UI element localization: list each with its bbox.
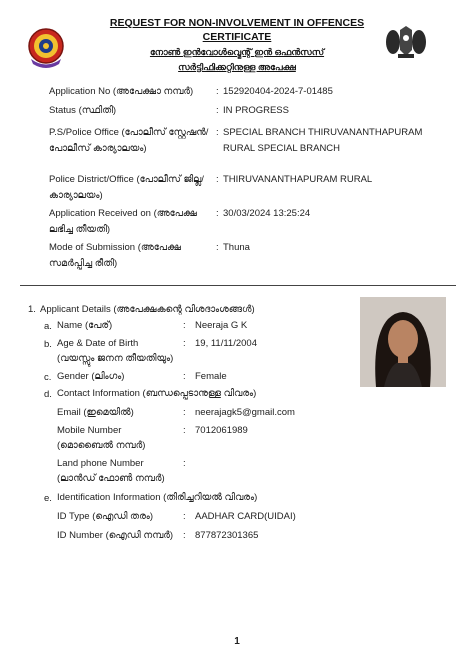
police-station-label-line2: പോലീസ് കാര്യാലയം) [49, 143, 147, 154]
applicant-details-heading: Applicant Details (അപേക്ഷകന്റെ വിശദാംശങ്ങൾ) [40, 304, 255, 315]
age-dob-value: 19, 11/11/2004 [195, 338, 257, 349]
landphone-label-line2: (ലാൻഡ് ഫോൺ നമ്പർ) [57, 473, 165, 484]
gender-value: Female [195, 371, 227, 382]
colon: : [216, 86, 219, 97]
colon: : [183, 425, 186, 436]
bullet-b: b. [44, 339, 52, 350]
landphone-label-line1: Land phone Number [57, 458, 144, 469]
email-value: neerajagk5@gmail.com [195, 407, 295, 418]
page-title-malayalam-line2: സർട്ടിഫിക്കറ്റിനുള്ള അപേക്ഷ [178, 62, 296, 72]
bullet-a: a. [44, 321, 52, 332]
applicant-photo [360, 297, 446, 387]
id-type-value: AADHAR CARD(UIDAI) [195, 511, 296, 522]
received-on-value: 30/03/2024 13:25:24 [223, 208, 311, 219]
police-station-value-line1: SPECIAL BRANCH THIRUVANANTHAPURAM [223, 127, 423, 138]
kerala-state-emblem-icon [384, 24, 428, 60]
colon: : [216, 127, 219, 138]
section-number: 1. [28, 304, 36, 315]
page-title-malayalam-line1: നോൺ ഇൻവോൾവ്മെന്റ് ഇൻ ഒഫൻസസ് [149, 47, 325, 57]
colon: : [216, 242, 219, 253]
colon: : [183, 458, 186, 469]
page-title-line1: REQUEST FOR NON-INVOLVEMENT IN OFFENCES [109, 17, 365, 29]
police-district-label-line1: Police District/Office (പോലീസ് ജില്ല/ [49, 174, 204, 185]
id-type-label: ID Type (ഐഡി തരം) [57, 511, 154, 522]
colon: : [216, 174, 219, 185]
id-number-value: 877872301365 [195, 530, 259, 541]
mobile-label-line1: Mobile Number [57, 425, 122, 436]
age-dob-label-line1: Age & Date of Birth [57, 338, 139, 349]
contact-info-heading: Contact Information (ബന്ധപ്പെടാനുള്ള വിവരം) [57, 388, 257, 399]
colon: : [183, 511, 186, 522]
colon: : [183, 407, 186, 418]
bullet-c: c. [44, 372, 52, 383]
received-on-label-line1: Application Received on (അപേക്ഷ [49, 208, 197, 219]
page-number: 1 [234, 636, 240, 647]
bullet-d: d. [44, 389, 52, 400]
application-no-label: Application No (അപേക്ഷാ നമ്പർ) [49, 86, 194, 97]
id-number-label: ID Number (ഐഡി നമ്പർ) [57, 530, 174, 541]
colon: : [183, 320, 186, 331]
bullet-e: e. [44, 493, 52, 504]
colon: : [216, 105, 219, 116]
police-district-value: THIRUVANANTHAPURAM RURAL [223, 174, 373, 185]
colon: : [183, 338, 186, 349]
section-divider [20, 285, 456, 286]
police-district-label-line2: കാര്യാലയം) [49, 190, 103, 201]
name-label: Name (പേര്) [57, 320, 113, 331]
application-no-value: 152920404-2024-7-01485 [223, 86, 333, 97]
email-label: Email (ഇമെയിൽ) [57, 407, 134, 418]
submission-mode-label-line2: സമർപ്പിച്ച രീതി) [49, 258, 118, 269]
age-dob-label-line2: (വയസ്സും ജനന തീയതിയും) [57, 353, 174, 364]
colon: : [216, 208, 219, 219]
name-value: Neeraja G K [195, 320, 248, 331]
status-label: Status (സ്ഥിതി) [49, 105, 117, 116]
submission-mode-value: Thuna [223, 242, 250, 253]
page-title-line2: CERTIFICATE [202, 31, 272, 43]
colon: : [183, 530, 186, 541]
identification-heading: Identification Information (തിരിച്ചറിയൽ വിവരം) [57, 492, 258, 503]
police-station-value-line2: RURAL SPECIAL BRANCH [223, 143, 341, 154]
kerala-police-emblem-icon [26, 26, 66, 70]
status-value: IN PROGRESS [223, 105, 289, 116]
mobile-label-line2: (മൊബൈൽ നമ്പർ) [57, 440, 146, 451]
colon: : [183, 371, 186, 382]
mobile-value: 7012061989 [195, 425, 248, 436]
gender-label: Gender (ലിംഗം) [57, 371, 125, 382]
police-station-label-line1: P.S/Police Office (പോലീസ് സ്റ്റേഷൻ/ [49, 127, 209, 138]
submission-mode-label-line1: Mode of Submission (അപേക്ഷ [49, 242, 181, 253]
received-on-label-line2: ലഭിച്ച തീയതി) [49, 224, 111, 235]
